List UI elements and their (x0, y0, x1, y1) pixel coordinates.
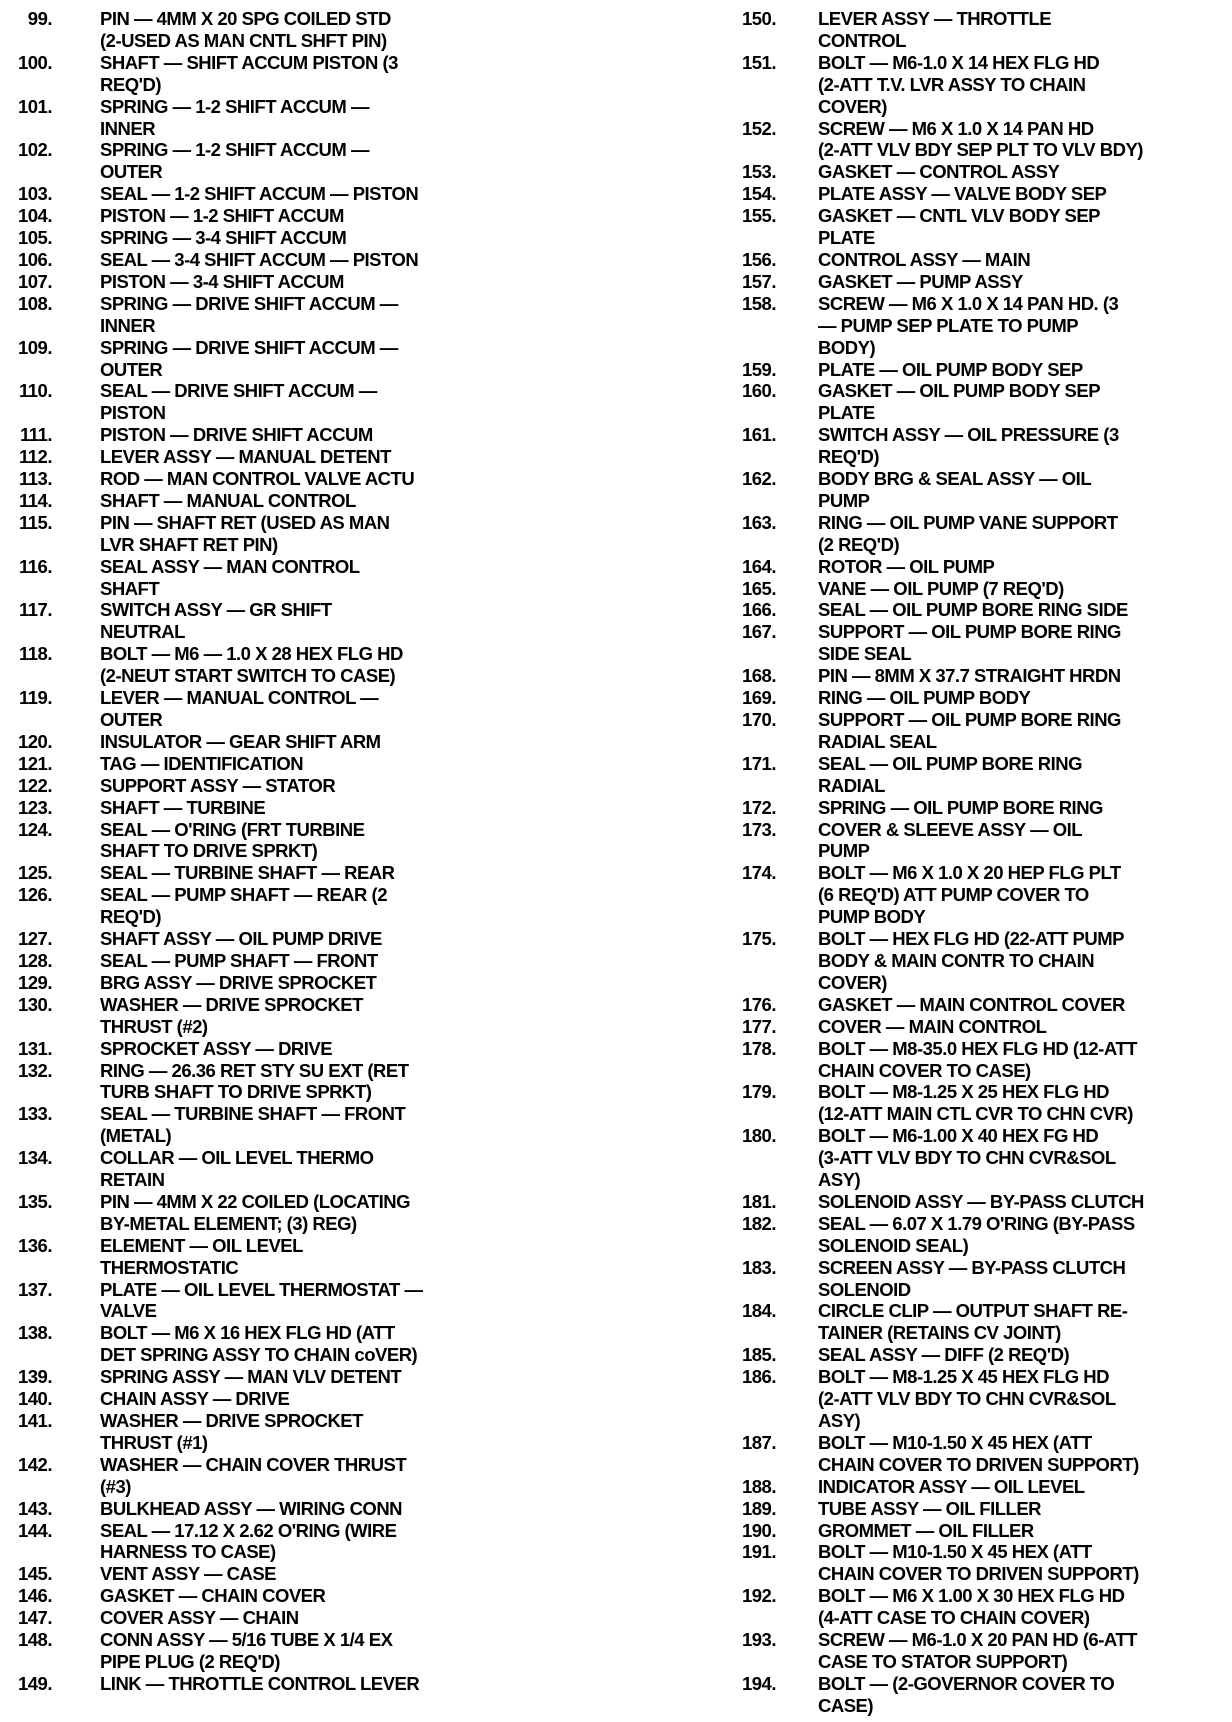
list-item (0, 1673, 560, 1695)
list-item (0, 753, 560, 775)
list-item (0, 1410, 560, 1454)
item-number: 156. (741, 248, 776, 270)
item-description: RING — 26.36 RET STY SU EXT (RET TURB SHAFT TO DRIVE SPRKT) (100, 1059, 409, 1103)
list-item (700, 753, 1230, 797)
item-number: 177. (741, 1015, 776, 1037)
item-description: BOLT — M6 X 16 HEX FLG HD (ATT DET SPRING ASSY TO CHAIN coVER) (100, 1322, 418, 1366)
item-description: WASHER — CHAIN COVER THRUST (#3) (100, 1453, 407, 1497)
item-description: PIN — SHAFT RET (USED AS MAN LVR SHAFT RET PIN) (100, 511, 390, 555)
list-item (0, 183, 560, 205)
list-item (0, 52, 560, 96)
list-item (700, 819, 1230, 863)
item-number: 118. (19, 643, 52, 665)
list-item (0, 1191, 560, 1235)
item-number: 100. (17, 51, 52, 73)
item-number: 113. (19, 468, 52, 490)
item-description: SEAL — 6.07 X 1.79 O'RING (BY-PASS SOLENOID SEAL) (818, 1212, 1135, 1256)
list-item (700, 556, 1230, 578)
item-description: PISTON — DRIVE SHIFT ACCUM (100, 424, 373, 446)
list-item (700, 1366, 1230, 1432)
list-item (700, 1673, 1230, 1717)
item-number: 151. (741, 51, 776, 73)
item-description: SUPPORT ASSY — STATOR (100, 774, 336, 796)
list-item (0, 928, 560, 950)
item-number: 99. (27, 8, 52, 29)
list-item (0, 490, 560, 512)
item-description: BOLT — HEX FLG HD (22-ATT PUMP BODY & MAIN CONTR TO CHAIN COVER) (818, 928, 1125, 993)
list-item (700, 1081, 1230, 1125)
item-description: SEAL — PUMP SHAFT — FRONT (100, 949, 378, 971)
item-number: 107. (17, 270, 52, 292)
item-number: 186. (741, 1366, 776, 1388)
item-number: 132. (17, 1059, 52, 1081)
item-description: SPROCKET ASSY — DRIVE (100, 1037, 333, 1059)
item-description: BOLT — M6-1.0 X 14 HEX FLG HD (2-ATT T.V. LVR ASSY TO CHAIN COVER) (818, 51, 1100, 117)
item-description: PIN — 4MM X 20 SPG COILED STD (2-USED AS MAN CNTL SHFT PIN) (100, 8, 391, 51)
item-number: 162. (741, 468, 776, 490)
list-item (700, 1344, 1230, 1366)
item-number: 139. (17, 1366, 52, 1388)
item-number: 173. (741, 818, 776, 840)
item-description: PLATE — OIL PUMP BODY SEP (818, 358, 1083, 380)
item-description: ROTOR — OIL PUMP (818, 555, 995, 577)
item-description: PLATE — OIL LEVEL THERMOSTAT — VALVE (100, 1278, 423, 1322)
item-number: 192. (741, 1585, 776, 1607)
list-item (0, 643, 560, 687)
parts-list-right-column (700, 8, 1230, 1717)
item-description: SCREEN ASSY — BY-PASS CLUTCH SOLENOID (818, 1256, 1126, 1300)
item-description: GASKET — CNTL VLV BODY SEP PLATE (818, 205, 1101, 249)
item-description: SEAL — 17.12 X 2.62 O'RING (WIRE HARNESS TO CASE) (100, 1519, 397, 1563)
list-item (700, 1191, 1230, 1213)
list-item (700, 797, 1230, 819)
list-item (700, 578, 1230, 600)
item-description: SUPPORT — OIL PUMP BORE RING RADIAL SEAL (818, 709, 1121, 752)
list-item (0, 556, 560, 600)
item-description: SEAL — TURBINE SHAFT — FRONT (METAL) (100, 1103, 406, 1147)
item-number: 141. (17, 1410, 52, 1431)
item-number: 104. (17, 205, 52, 227)
item-number: 131. (17, 1037, 52, 1059)
item-number: 115. (19, 511, 52, 533)
item-number: 184. (741, 1300, 776, 1322)
list-item (0, 1322, 560, 1366)
item-number: 111. (20, 424, 52, 446)
item-description: WASHER — DRIVE SPROCKET THRUST (#2) (100, 993, 363, 1037)
list-item (0, 731, 560, 753)
item-description: BOLT — M6 — 1.0 X 28 HEX FLG HD (2-NEUT START SWITCH TO CASE) (100, 643, 403, 687)
list-item (700, 1300, 1230, 1344)
list-item (700, 161, 1230, 183)
item-number: 154. (741, 183, 776, 205)
item-number: 105. (17, 227, 52, 249)
list-item (700, 1585, 1230, 1629)
list-item (700, 1257, 1230, 1301)
list-item (0, 271, 560, 293)
item-number: 108. (17, 292, 52, 314)
list-item (700, 249, 1230, 271)
item-description: WASHER — DRIVE SPROCKET THRUST (#1) (100, 1410, 363, 1453)
item-number: 133. (17, 1103, 52, 1125)
list-item (700, 359, 1230, 381)
item-description: VENT ASSY — CASE (100, 1563, 277, 1585)
item-description: BOLT — M6 X 1.00 X 30 HEX FLG HD (4-ATT CASE TO CHAIN COVER) (818, 1585, 1125, 1629)
item-number: 137. (17, 1278, 52, 1300)
list-item (0, 1607, 560, 1629)
item-number: 148. (17, 1629, 52, 1651)
item-number: 147. (17, 1607, 52, 1629)
item-description: SEAL — PUMP SHAFT — REAR (2 REQ'D) (100, 884, 387, 928)
item-description: SPRING — 1-2 SHIFT ACCUM — INNER (100, 95, 369, 139)
parts-list-left-column (0, 8, 560, 1695)
list-item (0, 293, 560, 337)
item-description: BRG ASSY — DRIVE SPROCKET (100, 971, 377, 993)
item-number: 123. (17, 796, 52, 818)
item-number: 176. (741, 993, 776, 1015)
item-description: BOLT — M8-1.25 X 25 HEX FLG HD (12-ATT MAIN CTL CVR TO CHN CVR) (818, 1081, 1133, 1125)
list-item (700, 468, 1230, 512)
item-description: SPRING — 3-4 SHIFT ACCUM (100, 227, 347, 249)
item-description: TUBE ASSY — OIL FILLER (818, 1497, 1042, 1519)
list-item (700, 994, 1230, 1016)
item-number: 101. (17, 95, 52, 117)
item-number: 102. (17, 139, 52, 161)
item-number: 152. (741, 117, 776, 139)
item-description: BOLT — M6-1.00 X 40 HEX FG HD (3-ATT VLV BDY TO CHN CVR&SOL ASY) (818, 1125, 1116, 1191)
item-description: SEAL — TURBINE SHAFT — REAR (100, 862, 395, 884)
item-description: LEVER ASSY — THROTTLE CONTROL (818, 8, 1052, 51)
list-item (700, 709, 1230, 753)
item-description: ELEMENT — OIL LEVEL THERMOSTATIC (100, 1234, 303, 1278)
item-description: GROMMET — OIL FILLER (818, 1519, 1034, 1541)
item-description: SCREW — M6 X 1.0 X 14 PAN HD. (3 — PUMP SEP PLATE TO PUMP BODY) (818, 292, 1119, 358)
list-item (0, 862, 560, 884)
item-description: BOLT — M10-1.50 X 45 HEX (ATT CHAIN COVER TO DRIVEN SUPPORT) (818, 1541, 1139, 1585)
item-number: 128. (17, 949, 52, 971)
list-item (0, 1103, 560, 1147)
list-item (0, 424, 560, 446)
item-number: 120. (17, 730, 52, 752)
item-number: 110. (19, 380, 52, 402)
list-item (0, 1563, 560, 1585)
item-number: 153. (741, 161, 776, 183)
list-item (0, 950, 560, 972)
list-item (0, 819, 560, 863)
item-number: 127. (17, 928, 52, 950)
item-description: BOLT — M8-1.25 X 45 HEX FLG HD (2-ATT VLV BDY TO CHN CVR&SOL ASY) (818, 1366, 1116, 1431)
list-item (0, 205, 560, 227)
item-description: PLATE ASSY — VALVE BODY SEP (818, 183, 1107, 205)
list-item (700, 293, 1230, 359)
item-number: 136. (17, 1234, 52, 1256)
item-description: SCREW — M6 X 1.0 X 14 PAN HD (2-ATT VLV BDY SEP PLT TO VLV BDY) (818, 117, 1143, 161)
list-item (0, 1366, 560, 1388)
item-number: 168. (741, 665, 776, 687)
item-number: 159. (741, 358, 776, 380)
item-number: 181. (741, 1190, 776, 1212)
item-number: 117. (19, 599, 52, 621)
item-number: 129. (17, 971, 52, 993)
item-number: 149. (17, 1672, 52, 1694)
list-item (0, 446, 560, 468)
list-item (0, 1235, 560, 1279)
item-description: COVER & SLEEVE ASSY — OIL PUMP (818, 818, 1083, 862)
item-number: 172. (741, 796, 776, 818)
item-number: 140. (17, 1388, 52, 1410)
list-item (700, 118, 1230, 162)
item-number: 144. (17, 1519, 52, 1541)
item-description: CIRCLE CLIP — OUTPUT SHAFT RE- TAINER (RETAINS CV JOINT) (818, 1300, 1128, 1344)
item-description: SEAL — DRIVE SHIFT ACCUM — PISTON (100, 380, 377, 424)
list-item (700, 1541, 1230, 1585)
list-item (0, 1038, 560, 1060)
list-item (0, 775, 560, 797)
item-number: 138. (17, 1322, 52, 1344)
list-item (700, 8, 1230, 52)
list-item (0, 1585, 560, 1607)
list-item (700, 271, 1230, 293)
item-description: LEVER ASSY — MANUAL DETENT (100, 446, 391, 468)
item-number: 130. (17, 993, 52, 1015)
item-number: 191. (741, 1541, 776, 1563)
item-number: 143. (17, 1497, 52, 1519)
list-item (700, 205, 1230, 249)
item-number: 116. (19, 555, 52, 577)
item-description: BOLT — M10-1.50 X 45 HEX (ATT CHAIN COVER TO DRIVEN SUPPORT) (818, 1431, 1139, 1475)
item-description: CONTROL ASSY — MAIN (818, 248, 1031, 270)
item-number: 145. (17, 1563, 52, 1585)
item-number: 109. (17, 336, 52, 358)
item-description: SHAFT — MANUAL CONTROL (100, 489, 356, 511)
item-number: 121. (17, 752, 52, 774)
item-description: SEAL — 1-2 SHIFT ACCUM — PISTON (100, 183, 419, 205)
list-item (0, 797, 560, 819)
item-description: BULKHEAD ASSY — WIRING CONN (100, 1497, 403, 1519)
list-item (0, 1279, 560, 1323)
item-number: 189. (741, 1497, 776, 1519)
list-item (700, 1016, 1230, 1038)
item-number: 165. (741, 577, 776, 599)
item-number: 193. (741, 1629, 776, 1651)
list-item (700, 380, 1230, 424)
item-description: TAG — IDENTIFICATION (100, 752, 304, 774)
list-item (0, 380, 560, 424)
item-description: SHAFT — TURBINE (100, 796, 266, 818)
list-item (0, 227, 560, 249)
item-number: 163. (741, 511, 776, 533)
list-item (0, 96, 560, 140)
item-number: 178. (741, 1037, 776, 1059)
list-item (700, 1213, 1230, 1257)
item-number: 125. (17, 862, 52, 884)
item-number: 155. (741, 205, 776, 227)
list-item (700, 512, 1230, 556)
item-number: 187. (741, 1431, 776, 1453)
item-number: 170. (741, 709, 776, 730)
item-number: 182. (741, 1212, 776, 1234)
item-description: SOLENOID ASSY — BY-PASS CLUTCH (818, 1190, 1144, 1212)
item-description: BOLT — (2-GOVERNOR COVER TO CASE) (818, 1672, 1115, 1716)
item-description: SHAFT ASSY — OIL PUMP DRIVE (100, 928, 382, 950)
list-item (0, 972, 560, 994)
item-description: BOLT — M8-35.0 HEX FLG HD (12-ATT CHAIN COVER TO CASE) (818, 1037, 1137, 1081)
item-number: 114. (19, 489, 52, 511)
item-number: 174. (741, 862, 776, 884)
item-description: SUPPORT — OIL PUMP BORE RING SIDE SEAL (818, 621, 1121, 665)
item-number: 167. (741, 621, 776, 643)
list-item (700, 687, 1230, 709)
list-item (700, 1629, 1230, 1673)
item-number: 169. (741, 687, 776, 709)
item-number: 180. (741, 1125, 776, 1147)
item-description: GASKET — CHAIN COVER (100, 1585, 326, 1607)
item-number: 157. (741, 270, 776, 292)
item-description: SWITCH ASSY — GR SHIFT NEUTRAL (100, 599, 332, 643)
list-item (0, 1520, 560, 1564)
item-description: PIN — 8MM X 37.7 STRAIGHT HRDN (818, 665, 1121, 687)
list-item (700, 1476, 1230, 1498)
item-description: VANE — OIL PUMP (7 REQ'D) (818, 577, 1064, 599)
item-description: PISTON — 3-4 SHIFT ACCUM (100, 270, 344, 292)
item-description: SEAL ASSY — DIFF (2 REQ'D) (818, 1344, 1070, 1366)
list-item (700, 621, 1230, 665)
list-item (700, 928, 1230, 994)
item-number: 158. (741, 292, 776, 314)
list-item (0, 468, 560, 490)
list-item (700, 1125, 1230, 1191)
item-description: SEAL — 3-4 SHIFT ACCUM — PISTON (100, 248, 419, 270)
list-item (0, 1060, 560, 1104)
list-item (0, 512, 560, 556)
item-number: 126. (17, 884, 52, 906)
item-description: ROD — MAN CONTROL VALVE ACTU (100, 468, 415, 490)
list-item (0, 1147, 560, 1191)
list-item (700, 52, 1230, 118)
item-number: 185. (741, 1344, 776, 1366)
item-description: LEVER — MANUAL CONTROL — OUTER (100, 687, 379, 730)
item-description: SEAL — O'RING (FRT TURBINE SHAFT TO DRIVE SPRKT) (100, 818, 365, 862)
item-description: SPRING — OIL PUMP BORE RING (818, 796, 1103, 818)
list-item (0, 884, 560, 928)
list-item (0, 139, 560, 183)
item-number: 166. (741, 599, 776, 621)
list-item (700, 183, 1230, 205)
list-item (0, 1629, 560, 1673)
item-number: 175. (741, 928, 776, 950)
item-description: GASKET — PUMP ASSY (818, 270, 1023, 292)
item-number: 183. (741, 1256, 776, 1278)
list-item (0, 599, 560, 643)
item-description: COLLAR — OIL LEVEL THERMO RETAIN (100, 1147, 374, 1191)
item-description: PISTON — 1-2 SHIFT ACCUM (100, 205, 344, 227)
item-description: GASKET — OIL PUMP BODY SEP PLATE (818, 380, 1101, 424)
item-number: 164. (741, 555, 776, 577)
item-number: 134. (17, 1147, 52, 1169)
item-description: SEAL ASSY — MAN CONTROL SHAFT (100, 555, 360, 599)
list-item (700, 1498, 1230, 1520)
item-description: CHAIN ASSY — DRIVE (100, 1388, 290, 1410)
item-number: 161. (741, 424, 776, 446)
item-description: GASKET — MAIN CONTROL COVER (818, 993, 1125, 1015)
list-item (0, 249, 560, 271)
item-number: 150. (741, 8, 776, 29)
item-description: RING — OIL PUMP VANE SUPPORT (2 REQ'D) (818, 511, 1118, 555)
item-description: SEAL — OIL PUMP BORE RING SIDE (818, 599, 1128, 621)
item-description: SCREW — M6-1.0 X 20 PAN HD (6-ATT CASE TO STATOR SUPPORT) (818, 1629, 1137, 1672)
item-number: 190. (741, 1519, 776, 1541)
item-description: BODY BRG & SEAL ASSY — OIL PUMP (818, 468, 1092, 511)
item-number: 124. (17, 818, 52, 840)
item-number: 194. (741, 1672, 776, 1694)
item-number: 160. (741, 380, 776, 402)
item-description: SWITCH ASSY — OIL PRESSURE (3 REQ'D) (818, 424, 1119, 468)
item-description: BOLT — M6 X 1.0 X 20 HEP FLG PLT (6 REQ'D) ATT PUMP COVER TO PUMP BODY (818, 862, 1121, 928)
item-description: RING — OIL PUMP BODY (818, 687, 1031, 709)
list-item (0, 8, 560, 52)
item-description: COVER ASSY — CHAIN (100, 1607, 299, 1629)
item-description: SPRING — DRIVE SHIFT ACCUM — OUTER (100, 336, 398, 380)
list-item (0, 337, 560, 381)
list-item (700, 862, 1230, 928)
list-item (700, 1038, 1230, 1082)
item-description: COVER — MAIN CONTROL (818, 1015, 1047, 1037)
item-description: SPRING — 1-2 SHIFT ACCUM — OUTER (100, 139, 369, 183)
list-item (0, 1388, 560, 1410)
item-description: INSULATOR — GEAR SHIFT ARM (100, 730, 381, 752)
list-item (0, 1454, 560, 1498)
list-item (0, 687, 560, 731)
item-description: SPRING — DRIVE SHIFT ACCUM — INNER (100, 292, 398, 336)
item-description: LINK — THROTTLE CONTROL LEVER (100, 1672, 420, 1694)
item-number: 171. (741, 752, 776, 774)
item-description: SEAL — OIL PUMP BORE RING RADIAL (818, 752, 1083, 796)
item-number: 106. (17, 248, 52, 270)
list-item (0, 1498, 560, 1520)
item-description: SHAFT — SHIFT ACCUM PISTON (3 REQ'D) (100, 51, 398, 95)
item-number: 103. (17, 183, 52, 205)
list-item (700, 665, 1230, 687)
list-item (700, 424, 1230, 468)
list-item (700, 1520, 1230, 1542)
item-number: 146. (17, 1585, 52, 1607)
item-number: 179. (741, 1081, 776, 1103)
item-description: PIN — 4MM X 22 COILED (LOCATING BY-METAL ELEMENT; (3) REG) (100, 1190, 410, 1234)
item-number: 188. (741, 1475, 776, 1497)
item-number: 122. (17, 774, 52, 796)
item-number: 142. (17, 1453, 52, 1475)
item-description: SPRING ASSY — MAN VLV DETENT (100, 1366, 402, 1388)
item-number: 135. (17, 1190, 52, 1212)
item-number: 112. (19, 446, 52, 468)
item-description: CONN ASSY — 5/16 TUBE X 1/4 EX PIPE PLUG (2 REQ'D) (100, 1629, 393, 1672)
item-description: GASKET — CONTROL ASSY (818, 161, 1060, 183)
item-description: INDICATOR ASSY — OIL LEVEL (818, 1475, 1085, 1497)
list-item (0, 994, 560, 1038)
list-item (700, 1432, 1230, 1476)
item-number: 119. (19, 687, 52, 709)
list-item (700, 599, 1230, 621)
